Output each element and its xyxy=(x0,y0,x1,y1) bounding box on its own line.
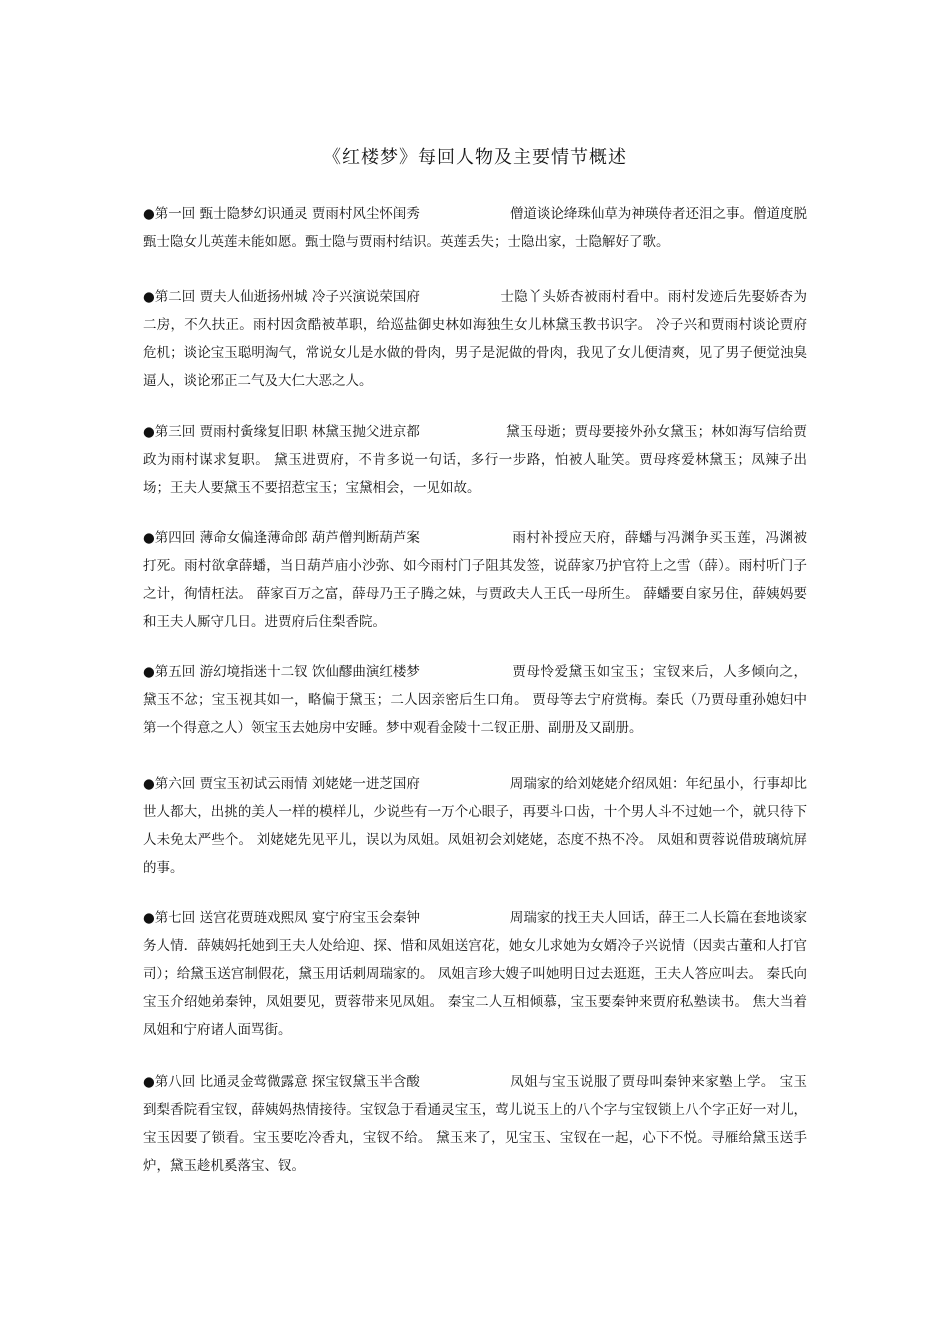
chapter-heading: ●第三回 贾雨村夤缘复旧职 林黛玉抛父进京都 xyxy=(143,424,420,440)
chapter-2 xyxy=(143,283,807,395)
chapter-summary: 贾母怜爱黛玉如宝玉；宝钗来后，人多倾向之，黛玉不忿；宝玉视其如一，略偏于黛玉；二人因亲密后生口角。 贾母等去宁府赏梅。秦氏（乃贾母重孙媳妇中第一个得意之人）领宝玉去她房中安睡。梦中观看金陵十二钗正册、副册及又副册。 xyxy=(143,664,807,736)
chapter-heading: ●第六回 贾宝玉初试云雨情 刘姥姥一进芝国府 xyxy=(143,776,420,792)
chapter-heading: ●第八回 比通灵金莺微露意 探宝钗黛玉半含酸 xyxy=(143,1074,420,1090)
chapter-3 xyxy=(143,418,807,502)
chapter-heading: ●第五回 游幻境指迷十二钗 饮仙醪曲演红楼梦 xyxy=(143,664,420,680)
chapter-6 xyxy=(143,770,807,882)
chapter-summary: 周瑞家的给刘姥姥介绍凤姐：年纪虽小，行事却比世人都大，出挑的美人一样的模样儿，少说些有一万个心眼子，再要斗口齿，十个男人斗不过她一个，就只待下人未免太严些个。 刘姥姥先见平儿，误以为凤姐。凤姐初会刘姥姥，态度不热不冷。 凤姐和贾蓉说借玻璃炕屏的事。 xyxy=(143,776,807,876)
chapter-heading: ●第一回 甄士隐梦幻识通灵 贾雨村风尘怀闺秀 xyxy=(143,206,420,222)
document-title: 《红楼梦》每回人物及主要情节概述 xyxy=(323,147,627,168)
chapter-summary: 周瑞家的找王夫人回话，薛王二人长篇在套地谈家务人情．薛姨妈托她到王夫人处给迎、探、惜和凤姐送宫花，她女儿求她为女婿冷子兴说情（因卖古董和人打官司）；给黛玉送宫制假花，黛玉用话刺周瑞家的。 凤姐言珍大嫂子叫她明日过去逛逛，王夫人答应叫去。 秦氏向宝玉介绍她弟秦钟，凤姐要见，贾蓉带来见凤姐。 秦宝二人互相倾慕，宝玉要秦钟来贾府私塾读书。 焦大当着凤姐和宁府诸人面骂街。 xyxy=(143,910,807,1038)
chapter-summary: 凤姐与宝玉说服了贾母叫秦钟来家塾上学。 宝玉到梨香院看宝钗，薛姨妈热情接待。宝钗急于看通灵宝玉，莺儿说玉上的八个字与宝钗锁上八个字正好一对儿，宝玉因要了锁看。宝玉要吃冷香丸，宝钗不给。 黛玉来了，见宝玉、宝钗在一起，心下不悦。寻雁给黛玉送手炉，黛玉趁机奚落宝、钗。 xyxy=(143,1074,807,1174)
chapter-heading: ●第二回 贾夫人仙逝扬州城 冷子兴演说荣国府 xyxy=(143,289,420,305)
chapter-summary: 黛玉母逝；贾母要接外孙女黛玉；林如海写信给贾政为雨村谋求复职。 黛玉进贾府，不肯多说一句话，多行一步路，怕被人耻笑。贾母疼爱林黛玉；凤辣子出场；王夫人要黛玉不要招惹宝玉；宝黛相会，一见如故。 xyxy=(143,424,807,496)
chapter-5 xyxy=(143,658,807,742)
chapter-summary: 士隐丫头娇杏被雨村看中。雨村发迹后先娶娇杏为二房，不久扶正。雨村因贪酷被革职，给巡盐御史林如海独生女儿林黛玉教书识字。 冷子兴和贾雨村谈论贾府危机；谈论宝玉聪明淘气，常说女儿是水做的骨肉，男子是泥做的骨肉，我见了女儿便清爽，见了男子便觉浊臭逼人，谈论邪正二气及大仁大恶之人。 xyxy=(143,289,807,389)
chapter-summary: 雨村补授应天府，薛蟠与冯渊争买玉莲，冯渊被打死。雨村欲拿薛蟠，当日葫芦庙小沙弥、如今雨村门子阻其发签，说薛家乃护官符上之雪（薛）。雨村听门子之计，徇情枉法。 薛家百万之富，薛母乃王子腾之妹，与贾政夫人王氏一母所生。 薛蟠要自家另住，薛姨妈要和王夫人厮守几日。进贾府后住梨香院。 xyxy=(143,530,807,630)
chapter-heading: ●第七回 送宫花贾琏戏熙凤 宴宁府宝玉会秦钟 xyxy=(143,910,420,926)
chapter-4 xyxy=(143,524,807,636)
chapter-8 xyxy=(143,1068,807,1180)
chapter-7 xyxy=(143,904,807,1044)
chapter-1 xyxy=(143,200,807,256)
chapter-summary: 僧道谈论绛珠仙草为神瑛侍者还泪之事。僧道度脱甄士隐女儿英莲未能如愿。甄士隐与贾雨村结识。英莲丢失；士隐出家，士隐解好了歌。 xyxy=(143,206,807,250)
chapter-heading: ●第四回 薄命女偏逢薄命郎 葫芦僧判断葫芦案 xyxy=(143,530,420,546)
